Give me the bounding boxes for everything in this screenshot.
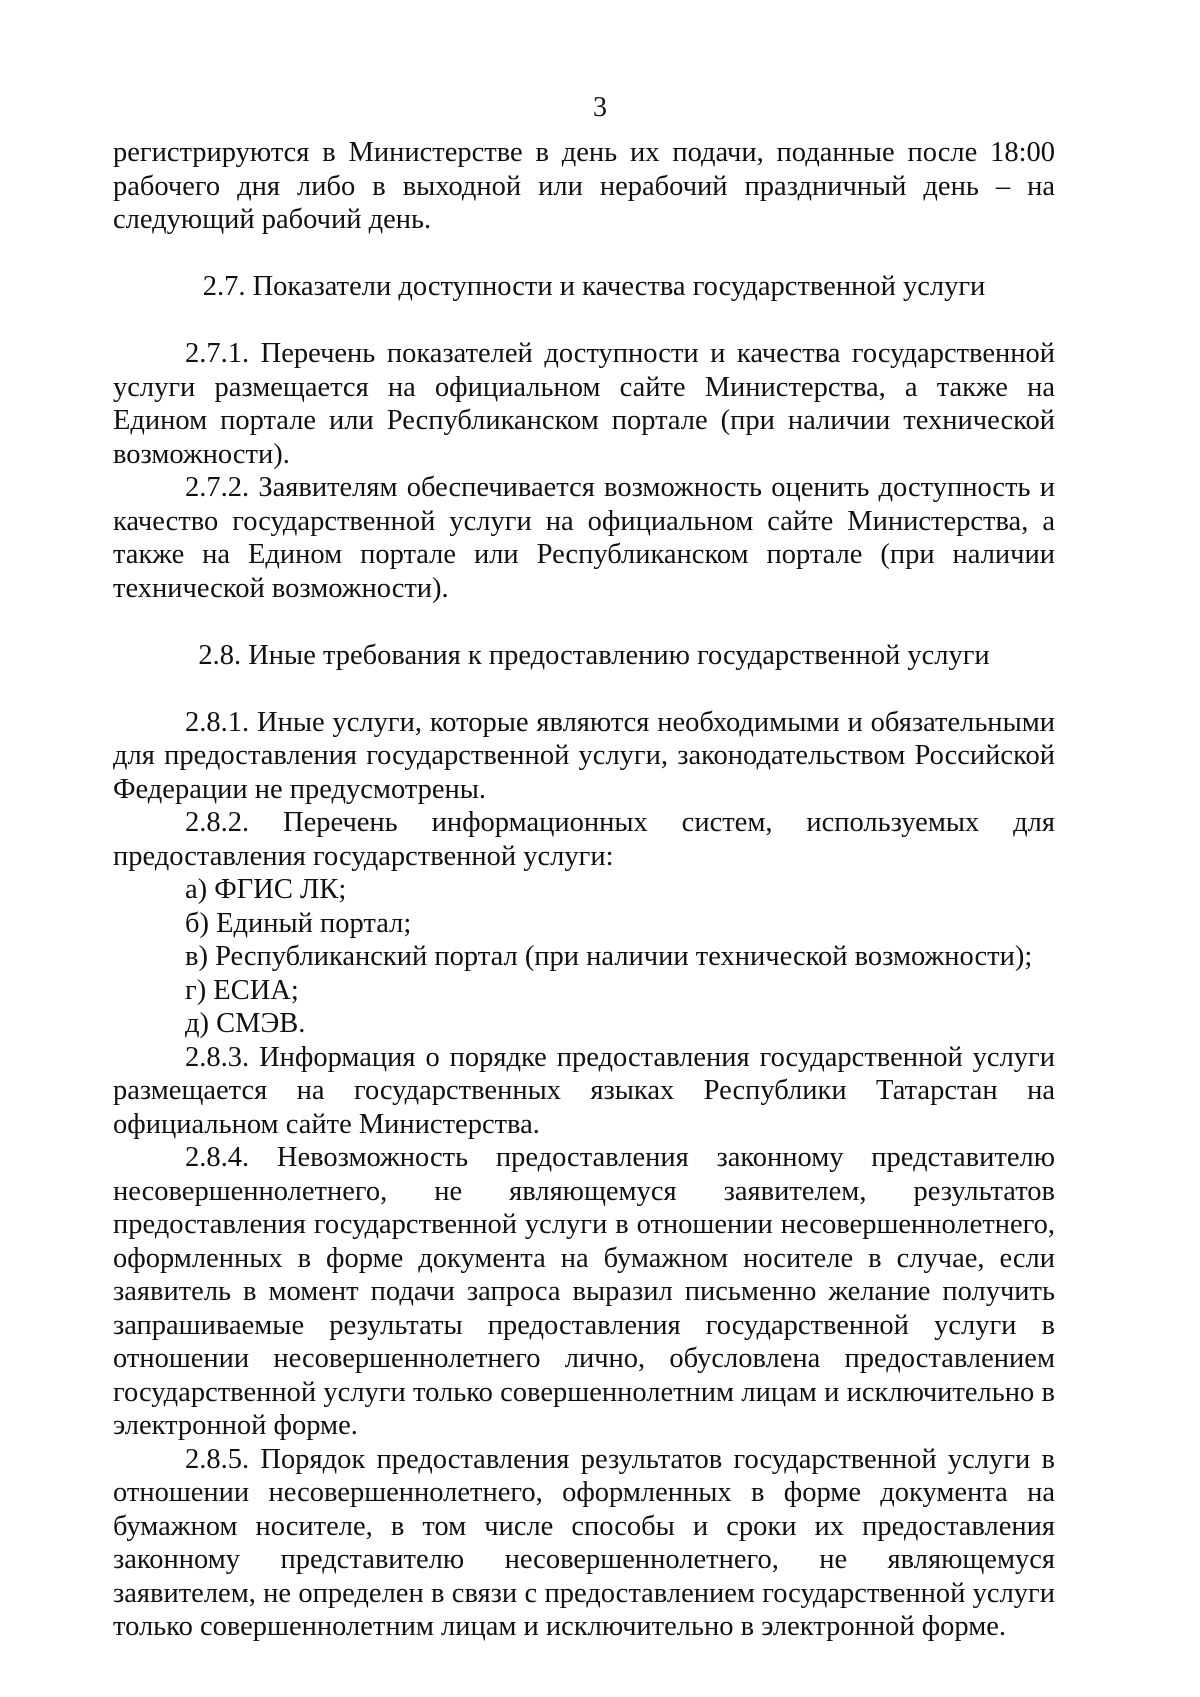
list-item-a: а) ФГИС ЛК;	[185, 874, 347, 905]
list-item-g: г) ЕСИА;	[185, 974, 299, 1006]
paragraph-2-8-2: 2.8.2. Перечень информационных систем, используемых для предоставления государственной услуги:	[113, 807, 1055, 872]
paragraph-continuation: регистрируются в Министерстве в день их подачи, поданные после 18:00 рабочего дня либо в выходной или нерабочий праздничный день – на следующий рабочий день.	[113, 137, 1055, 235]
section-heading-2-7: 2.7. Показатели доступности и качества государственной услуги	[202, 271, 986, 302]
paragraph-2-8-1: 2.8.1. Иные услуги, которые являются необходимыми и обязательными для предоставления государственной услуги, законодательством Российской Федерации не предусмотрены.	[113, 706, 1055, 805]
spacer	[113, 237, 1055, 271]
paragraph-2-8-5: 2.8.5. Порядок предоставления результатов государственной услуги в отношении несовершеннолетнего, оформленных в форме документа на бумажном носителе, в том числе способы и сроки их предоставления законному представителю несовершеннолетнего, не являющемуся заявителем, не определен в связи с предоставлением государственной услуги только совершеннолетним лицам и исключительно в электронной форме.	[113, 1443, 1055, 1642]
list-item-d: д) СМЭВ.	[185, 1008, 306, 1039]
document-body	[113, 136, 1055, 1644]
paragraph-2-8-4: 2.8.4. Невозможность предоставления законному представителю несовершеннолетнего, не являющемуся заявителем, результатов предоставления государственной услуги в отношении несовершеннолетнего, оформленных в форме документа на бумажном носителе в случае, если заявитель в момент подачи запроса выразил письменно желание получить запрашиваемые результаты предоставления государственной услуги в отношении несовершеннолетнего лично, обусловлена предоставлением государственной услуги только совершеннолетним лицам и исключительно в электронной форме.	[113, 1142, 1055, 1441]
list-item-b: б) Единый портал;	[185, 907, 412, 939]
spacer	[113, 304, 1055, 338]
spacer	[113, 672, 1055, 706]
spacer	[113, 605, 1055, 639]
page-number: 3	[593, 92, 607, 123]
paragraph-2-8-3: 2.8.3. Информация о порядке предоставления государственной услуги размещается на государственных языках Республики Татарстан на официальном сайте Министерства.	[113, 1041, 1055, 1140]
paragraph-2-7-1: 2.7.1. Перечень показателей доступности и качества государственной услуги размещается на официальном сайте Министерства, а также на Едином портале или Республиканском портале (при наличии технической возможности).	[113, 338, 1055, 470]
section-heading-2-8: 2.8. Иные требования к предоставлению государственной услуги	[198, 639, 990, 671]
paragraph-2-7-2: 2.7.2. Заявителям обеспечивается возможность оценить доступность и качество государственной услуги на официальном сайте Министерства, а также на Едином портале или Республиканском портале (при наличии технической возможности).	[113, 472, 1055, 604]
list-item-v: в) Республиканский портал (при наличии технической возможности);	[185, 941, 1033, 972]
